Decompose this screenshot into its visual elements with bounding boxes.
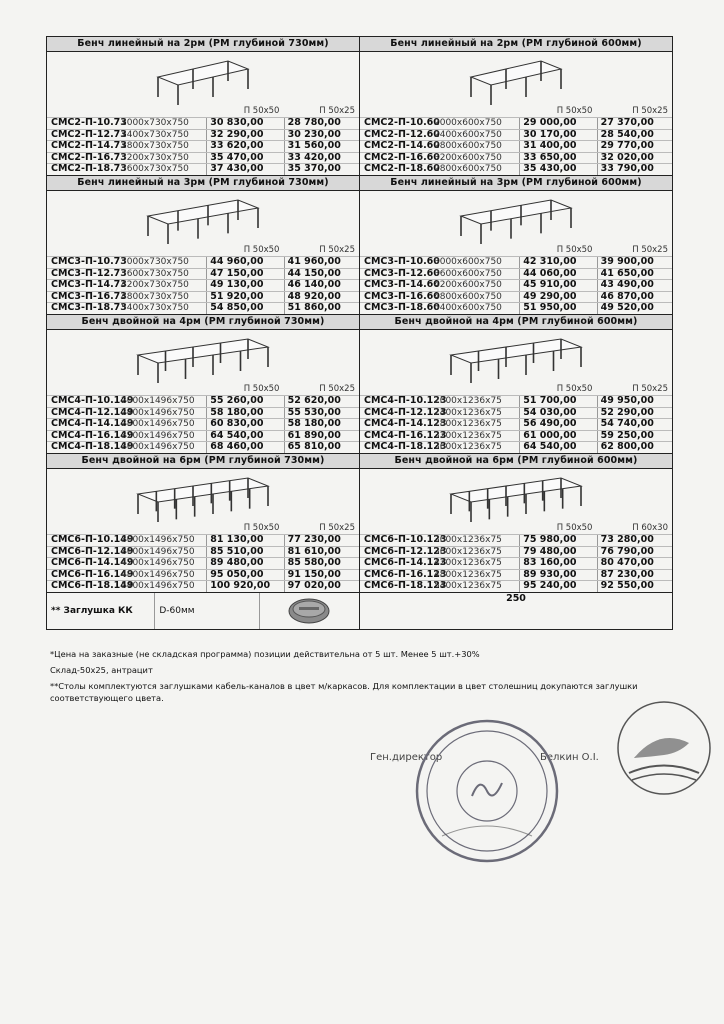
price-p1: 56 490,00: [519, 419, 596, 430]
table-row: [47, 129, 359, 141]
price-p1: 83 160,00: [519, 558, 596, 569]
price-p1: 51 700,00: [519, 396, 596, 407]
price-p1: 44 060,00: [519, 269, 596, 280]
table-row: [360, 441, 672, 453]
col-p2-label: П 50х25: [319, 244, 355, 255]
table-row: [360, 557, 672, 569]
plug-image: [259, 593, 359, 629]
product-code: СМС2-П-10.60: [364, 117, 440, 128]
product-size: 4200х600х750: [434, 280, 502, 291]
price-p1: 45 910,00: [519, 280, 596, 291]
price-p1: 29 000,00: [519, 118, 596, 129]
product-size: 5400х1496х750: [121, 581, 195, 592]
product-code: СМС6-П-16.123: [364, 568, 447, 580]
section-pair: [47, 453, 673, 592]
price-p2: 97 020,00: [284, 581, 359, 592]
price-p2: 77 230,00: [284, 535, 359, 546]
product-code: СМС4-П-10.123: [364, 394, 447, 406]
product-code: СМС2-П-12.73: [51, 128, 127, 140]
product-size: 2800х730х750: [121, 141, 189, 152]
product-code: СМС2-П-16.73: [51, 151, 127, 163]
table-row: [47, 395, 359, 407]
table-row: [360, 129, 672, 141]
section-pair: [47, 37, 673, 176]
product-code: СМС4-П-16.149: [51, 429, 134, 441]
product-size: 4200х1236х75: [434, 558, 502, 569]
section-title: Бенч линейный на 3рм (РМ глубиной 730мм): [47, 176, 359, 191]
bench-section: [47, 175, 360, 314]
price-p1: 68 460,00: [206, 442, 283, 453]
bench-image: [47, 52, 359, 106]
price-p1: 35 430,00: [519, 164, 596, 175]
price-p1: 33 650,00: [519, 153, 596, 164]
section-pair: [47, 175, 673, 314]
price-p2: 61 890,00: [284, 431, 359, 442]
price-p1: 60 830,00: [206, 419, 283, 430]
product-size: 3600х1496х750: [121, 546, 195, 557]
table-row: [47, 430, 359, 442]
product-size: 4800х1236х75: [434, 569, 502, 580]
column-header: [47, 523, 359, 534]
bench-drawing: [451, 194, 581, 244]
table-row: [360, 279, 672, 291]
table-row: [47, 291, 359, 303]
table-row: [360, 152, 672, 164]
product-code: СМС6-П-16.149: [51, 568, 134, 580]
product-code: СМС6-П-18.123: [364, 580, 447, 592]
price-p2: 58 180,00: [284, 419, 359, 430]
price-p2: 32 020,00: [597, 153, 672, 164]
product-code: СМС6-П-14.149: [51, 557, 134, 569]
price-p2: 35 370,00: [284, 164, 359, 175]
table-row: [360, 430, 672, 442]
product-code: СМС4-П-12.149: [51, 406, 134, 418]
col-p2-label: П 50х25: [319, 522, 355, 533]
table-row: [360, 291, 672, 303]
price-p2: 73 280,00: [597, 535, 672, 546]
product-size: 3000х600х750: [434, 256, 502, 267]
section-title: Бенч линейный на 3рм (РМ глубиной 600мм): [360, 176, 672, 191]
product-size: 3600х730х750: [121, 164, 189, 175]
price-p2: 41 650,00: [597, 269, 672, 280]
product-code: СМС3-П-10.73: [51, 255, 127, 267]
plug-name: ** Заглушка КК: [51, 605, 133, 616]
section-title: Бенч двойной на 6рм (РМ глубиной 600мм): [360, 454, 672, 469]
product-size: 3600х1236х75: [434, 546, 502, 557]
notes: [50, 648, 680, 708]
product-code: СМС4-П-16.123: [364, 429, 447, 441]
product-code: СМС2-П-10.73: [51, 117, 127, 128]
table-row: [360, 163, 672, 175]
price-p1: 58 180,00: [206, 408, 283, 419]
table-row: [47, 268, 359, 280]
bench-section: [47, 453, 360, 592]
price-p1: 95 050,00: [206, 570, 283, 581]
product-code: СМС6-П-10.149: [51, 533, 134, 545]
price-p1: 49 290,00: [519, 292, 596, 303]
bench-section: [47, 314, 360, 453]
price-p1: 33 620,00: [206, 141, 283, 152]
price-p2: 49 950,00: [597, 396, 672, 407]
price-p1: 64 540,00: [206, 431, 283, 442]
bench-section: [360, 175, 673, 314]
product-code: СМС2-П-14.60: [364, 140, 440, 152]
price-p2: 28 780,00: [284, 118, 359, 129]
plug-price: 250: [360, 592, 673, 629]
product-size: 3200х1496х750: [121, 430, 195, 441]
logo-stamp: [614, 698, 714, 798]
price-p1: 85 510,00: [206, 547, 283, 558]
column-header: [360, 106, 672, 117]
table-row: [360, 569, 672, 581]
price-table: [46, 36, 673, 630]
col-p2-label: П 50х25: [632, 244, 668, 255]
product-code: СМС2-П-12.60: [364, 128, 440, 140]
price-p1: 44 960,00: [206, 257, 283, 268]
product-size: 2000х600х750: [434, 118, 502, 128]
product-size: 2800х1496х750: [121, 419, 195, 430]
product-code: СМС6-П-12.149: [51, 545, 134, 557]
col-p1-label: П 50х50: [243, 106, 280, 116]
price-p2: 28 540,00: [597, 130, 672, 141]
bench-drawing: [128, 472, 278, 522]
signature-role: Ген.директор: [370, 752, 443, 763]
product-code: СМС4-П-10.149: [51, 394, 134, 406]
product-size: 2400х1236х75: [434, 407, 502, 418]
price-p1: 35 470,00: [206, 153, 283, 164]
price-p2: 43 490,00: [597, 280, 672, 291]
bench-image: [360, 330, 672, 384]
product-code: СМС6-П-10.123: [364, 533, 447, 545]
price-p1: 32 290,00: [206, 130, 283, 141]
bench-drawing: [148, 55, 258, 105]
product-size: 2800х600х750: [434, 141, 502, 152]
product-code: СМС4-П-14.123: [364, 418, 447, 430]
price-p2: 33 790,00: [597, 164, 672, 175]
table-row: [360, 268, 672, 280]
price-p1: 64 540,00: [519, 442, 596, 453]
col-p1-label: П 50х50: [243, 522, 280, 533]
product-size: 2000х1236х75: [434, 395, 502, 406]
product-size: 4800х730х750: [121, 291, 189, 302]
table-row: [47, 256, 359, 268]
price-p1: 75 980,00: [519, 535, 596, 546]
product-code: СМС4-П-14.149: [51, 418, 134, 430]
product-size: 5400х600х750: [434, 303, 502, 314]
bench-section: [360, 314, 673, 453]
product-code: СМС3-П-18.60: [364, 302, 440, 314]
product-code: СМС3-П-16.73: [51, 290, 127, 302]
column-header: [360, 384, 672, 395]
product-size: 2400х1496х750: [121, 407, 195, 418]
bench-drawing: [441, 333, 591, 383]
bench-drawing: [461, 55, 571, 105]
price-p2: 51 860,00: [284, 303, 359, 314]
bench-image: [47, 469, 359, 523]
table-row: [47, 534, 359, 546]
section-title: Бенч двойной на 4рм (РМ глубиной 600мм): [360, 315, 672, 330]
product-code: СМС4-П-12.123: [364, 406, 447, 418]
price-p2: 87 230,00: [597, 570, 672, 581]
col-p1-label: П 50х50: [556, 383, 593, 394]
section-pair: [47, 314, 673, 453]
column-header: [47, 245, 359, 256]
product-code: СМС2-П-18.60: [364, 163, 440, 175]
product-size: 5400х730х750: [121, 303, 189, 314]
table-row: [47, 441, 359, 453]
table-row: [47, 302, 359, 314]
table-row: [47, 140, 359, 152]
column-header: [47, 384, 359, 395]
table-row: [360, 407, 672, 419]
col-p1-label: П 50х50: [556, 106, 593, 116]
product-code: СМС4-П-18.149: [51, 441, 134, 453]
section-title: Бенч линейный на 2рм (РМ глубиной 730мм): [47, 37, 359, 52]
bench-image: [47, 330, 359, 384]
note-stock: Склад-50х25, антрацит: [50, 665, 153, 675]
price-p2: 91 150,00: [284, 570, 359, 581]
column-header: [360, 523, 672, 534]
bench-image: [360, 191, 672, 245]
product-size: 3200х600х750: [434, 152, 502, 163]
price-p1: 54 030,00: [519, 408, 596, 419]
col-p2-label: П 50х25: [319, 383, 355, 394]
price-p2: 31 560,00: [284, 141, 359, 152]
price-p2: 33 420,00: [284, 153, 359, 164]
bench-drawing: [138, 194, 268, 244]
price-p1: 100 920,00: [206, 581, 283, 592]
price-p1: 49 130,00: [206, 280, 283, 291]
bench-section: [360, 37, 673, 176]
product-code: СМС6-П-12.123: [364, 545, 447, 557]
table-row: [47, 580, 359, 592]
table-row: [360, 256, 672, 268]
price-p2: 85 580,00: [284, 558, 359, 569]
col-p2-label: П 50х25: [632, 106, 668, 116]
col-p2-label: П 50х25: [632, 383, 668, 394]
section-title: Бенч линейный на 2рм (РМ глубиной 600мм): [360, 37, 672, 52]
price-p1: 89 930,00: [519, 570, 596, 581]
col-p1-label: П 50х50: [243, 383, 280, 394]
price-p2: 41 960,00: [284, 257, 359, 268]
product-size: 2000х730х750: [121, 118, 189, 128]
price-p2: 44 150,00: [284, 269, 359, 280]
note-order: *Цена на заказные (не складская программа) позиции действительна от 5 шт. Менее 5 шт.+30%: [50, 649, 480, 659]
column-header: [47, 106, 359, 117]
price-p2: 48 920,00: [284, 292, 359, 303]
product-code: СМС3-П-14.73: [51, 279, 127, 291]
table-row: [47, 152, 359, 164]
table-row: [47, 117, 359, 129]
price-p2: 49 520,00: [597, 303, 672, 314]
product-size: 2400х600х750: [434, 129, 502, 140]
price-p1: 30 170,00: [519, 130, 596, 141]
price-p1: 79 480,00: [519, 547, 596, 558]
plug-row: [47, 592, 673, 629]
product-code: СМС3-П-18.73: [51, 302, 127, 314]
product-size: 2000х1496х750: [121, 395, 195, 406]
price-p2: 76 790,00: [597, 547, 672, 558]
price-p1: 31 400,00: [519, 141, 596, 152]
bench-drawing: [128, 333, 278, 383]
product-size: 4200х1496х750: [121, 558, 195, 569]
table-row: [47, 279, 359, 291]
price-p1: 37 430,00: [206, 164, 283, 175]
bench-section: [47, 37, 360, 176]
price-p2: 65 810,00: [284, 442, 359, 453]
price-p2: 80 470,00: [597, 558, 672, 569]
price-p1: 55 260,00: [206, 396, 283, 407]
col-p1-label: П 50х50: [556, 522, 593, 533]
product-size: 3000х1236х75: [434, 534, 502, 545]
price-p1: 47 150,00: [206, 269, 283, 280]
table-row: [360, 418, 672, 430]
table-row: [47, 569, 359, 581]
product-code: СМС3-П-10.60: [364, 255, 440, 267]
price-p1: 42 310,00: [519, 257, 596, 268]
table-row: [360, 546, 672, 558]
price-p1: 54 850,00: [206, 303, 283, 314]
price-p2: 62 800,00: [597, 442, 672, 453]
price-p1: 89 480,00: [206, 558, 283, 569]
price-p2: 81 610,00: [284, 547, 359, 558]
price-p2: 52 290,00: [597, 408, 672, 419]
section-title: Бенч двойной на 4рм (РМ глубиной 730мм): [47, 315, 359, 330]
price-p1: 61 000,00: [519, 431, 596, 442]
price-p1: 30 830,00: [206, 118, 283, 129]
price-p2: 46 140,00: [284, 280, 359, 291]
product-size: 2800х600х750: [434, 164, 502, 175]
product-code: СМС4-П-18.123: [364, 441, 447, 453]
bench-image: [360, 52, 672, 106]
table-row: [47, 163, 359, 175]
price-p1: 51 920,00: [206, 292, 283, 303]
price-p2: 39 900,00: [597, 257, 672, 268]
table-row: [47, 418, 359, 430]
table-row: [360, 302, 672, 314]
column-header: [360, 245, 672, 256]
product-size: 3600х1496х750: [121, 442, 195, 453]
table-row: [47, 546, 359, 558]
bench-section: [360, 453, 673, 592]
plug-size: D-60мм: [154, 593, 258, 629]
price-sheet: [46, 36, 672, 630]
price-p2: 54 740,00: [597, 419, 672, 430]
table-row: [360, 117, 672, 129]
product-size: 4200х730х750: [121, 280, 189, 291]
product-code: СМС3-П-12.60: [364, 267, 440, 279]
note-plugs: **Столы комплектуются заглушками кабель-каналов в цвет м/каркасов. Для комплектации в цвет столешниц докупаются заглушки соответствующего цвета.: [50, 681, 638, 703]
product-code: СМС6-П-18.149: [51, 580, 134, 592]
price-p2: 59 250,00: [597, 431, 672, 442]
table-row: [360, 395, 672, 407]
price-p2: 30 230,00: [284, 130, 359, 141]
product-size: 4800х600х750: [434, 291, 502, 302]
product-size: 3600х1236х75: [434, 442, 502, 453]
price-p1: 95 240,00: [519, 581, 596, 592]
col-p2-label: П 60х30: [632, 522, 668, 533]
plug-cell: [47, 592, 360, 629]
product-code: СМС2-П-18.73: [51, 163, 127, 175]
product-size: 3200х730х750: [121, 152, 189, 163]
product-size: 2400х730х750: [121, 129, 189, 140]
product-code: СМС2-П-14.73: [51, 140, 127, 152]
col-p2-label: П 50х25: [319, 106, 355, 116]
price-p2: 46 870,00: [597, 292, 672, 303]
product-size: 2800х1236х75: [434, 419, 502, 430]
signature-name: Белкин О.І.: [540, 752, 599, 763]
product-code: СМС3-П-14.60: [364, 279, 440, 291]
col-p1-label: П 50х50: [556, 244, 593, 255]
table-row: [47, 557, 359, 569]
price-p1: 81 130,00: [206, 535, 283, 546]
price-p2: 52 620,00: [284, 396, 359, 407]
price-p2: 92 550,00: [597, 581, 672, 592]
table-row: [360, 534, 672, 546]
product-size: 3600х730х750: [121, 268, 189, 279]
product-code: СМС3-П-16.60: [364, 290, 440, 302]
price-p2: 55 530,00: [284, 408, 359, 419]
table-row: [360, 580, 672, 592]
price-p2: 29 770,00: [597, 141, 672, 152]
product-code: СМС2-П-16.60: [364, 151, 440, 163]
price-p1: 51 950,00: [519, 303, 596, 314]
bench-drawing: [441, 472, 591, 522]
product-code: СМС6-П-14.123: [364, 557, 447, 569]
product-code: СМС3-П-12.73: [51, 267, 127, 279]
product-size: 3600х600х750: [434, 268, 502, 279]
col-p1-label: П 50х50: [243, 244, 280, 255]
section-title: Бенч двойной на 6рм (РМ глубиной 730мм): [47, 454, 359, 469]
product-size: 5400х1236х75: [434, 581, 502, 592]
product-size: 3000х730х750: [121, 256, 189, 267]
table-row: [360, 140, 672, 152]
bench-image: [47, 191, 359, 245]
product-size: 3200х1236х75: [434, 430, 502, 441]
bench-image: [360, 469, 672, 523]
table-row: [47, 407, 359, 419]
product-size: 3000х1496х750: [121, 534, 195, 545]
company-stamp: [412, 716, 562, 866]
price-p2: 27 370,00: [597, 118, 672, 129]
product-size: 4800х1496х750: [121, 569, 195, 580]
